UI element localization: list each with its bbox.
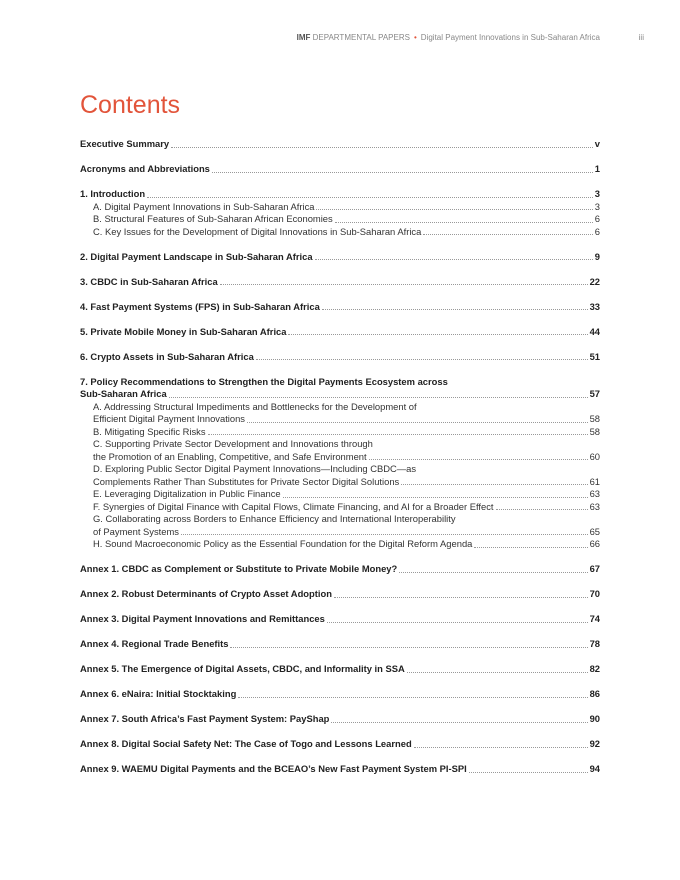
toc-subentry[interactable]: F. Synergies of Digital Finance with Capital Flows, Climate Financing, and AI for a Broader Effect 63 [93,500,600,512]
toc-entry[interactable]: Annex 6. eNaira: Initial Stocktaking 86 [80,688,600,699]
toc-subentry-line[interactable]: A. Addressing Structural Impediments and Bottlenecks for the Development of [93,400,417,412]
running-header [0,33,680,45]
toc-entry[interactable]: 2. Digital Payment Landscape in Sub-Saharan Africa 9 [80,250,600,262]
toc-subentry[interactable]: Complements Rather Than Substitutes for Private Sector Digital Solutions 61 [93,475,600,487]
toc-entry[interactable]: 6. Crypto Assets in Sub-Saharan Africa 51 [80,350,600,362]
toc-entry[interactable]: Annex 7. South Africa’s Fast Payment System: PayShap 90 [80,713,600,724]
toc-subentry[interactable]: the Promotion of an Enabling, Competitive, and Safe Environment 60 [93,450,600,462]
toc-subentry[interactable]: Efficient Digital Payment Innovations 58 [93,413,600,424]
page-number: iii [638,33,644,42]
toc-subentry[interactable]: E. Leveraging Digitalization in Public Finance 63 [93,488,600,499]
toc-subentry[interactable]: C. Key Issues for the Development of Digital Innovations in Sub-Saharan Africa 6 [93,225,600,237]
toc-entry[interactable]: Annex 9. WAEMU Digital Payments and the BCEAO’s New Fast Payment System PI-SPI 94 [80,763,600,774]
toc-entry[interactable]: Annex 3. Digital Payment Innovations and Remittances 74 [80,613,600,624]
toc-entry[interactable]: 3. CBDC in Sub-Saharan Africa 22 [80,275,600,287]
toc-entry[interactable]: Annex 2. Robust Determinants of Crypto Asset Adoption 70 [80,588,600,599]
toc-entry[interactable]: Acronyms and Abbreviations 1 [80,163,600,174]
toc-subentry[interactable]: B. Structural Features of Sub-Saharan African Economies 6 [93,213,600,224]
toc-entry-line[interactable]: 7. Policy Recommendations to Strengthen the Digital Payments Ecosystem across [80,375,448,387]
toc-entry[interactable]: 1. Introduction 3 [80,188,600,199]
toc-subentry-line[interactable]: C. Supporting Private Sector Development and Innovations through [93,438,373,449]
bullet-icon: • [413,33,417,42]
header-title: Digital Payment Innovations in Sub-Saharan Africa [420,33,600,42]
toc-subentry[interactable]: A. Digital Payment Innovations in Sub-Saharan Africa 3 [93,200,600,212]
toc-entry[interactable]: Annex 8. Digital Social Safety Net: The Case of Togo and Lessons Learned 92 [80,738,600,749]
toc-subentry[interactable]: of Payment Systems 65 [93,525,600,537]
toc-subentry-line[interactable]: D. Exploring Public Sector Digital Payment Innovations—Including CBDC—as [93,463,417,474]
toc-entry[interactable]: Annex 5. The Emergence of Digital Assets, CBDC, and Informality in SSA 82 [80,663,600,674]
toc-entry[interactable]: Sub-Saharan Africa 57 [80,388,600,399]
toc-subentry-line[interactable]: G. Collaborating across Borders to Enhance Efficiency and International Interoperability [93,513,456,524]
header-series: DEPARTMENTAL PAPERS [312,33,410,42]
toc-entry[interactable]: 4. Fast Payment Systems (FPS) in Sub-Saharan Africa 33 [80,300,600,312]
header-text [297,33,600,42]
toc-subentry[interactable]: H. Sound Macroeconomic Policy as the Essential Foundation for the Digital Reform Agenda 66 [93,538,600,549]
toc-subentry[interactable]: B. Mitigating Specific Risks 58 [93,425,600,437]
header-brand: IMF [296,33,311,42]
toc-entry[interactable]: 5. Private Mobile Money in Sub-Saharan Africa 44 [80,325,600,337]
toc-entry[interactable]: Annex 1. CBDC as Complement or Substitute to Private Mobile Money? 67 [80,563,600,574]
table-of-contents [80,138,600,776]
toc-entry[interactable]: Annex 4. Regional Trade Benefits 78 [80,638,600,649]
page-title: Contents [80,90,181,119]
toc-entry[interactable]: Executive Summary v [80,138,600,149]
